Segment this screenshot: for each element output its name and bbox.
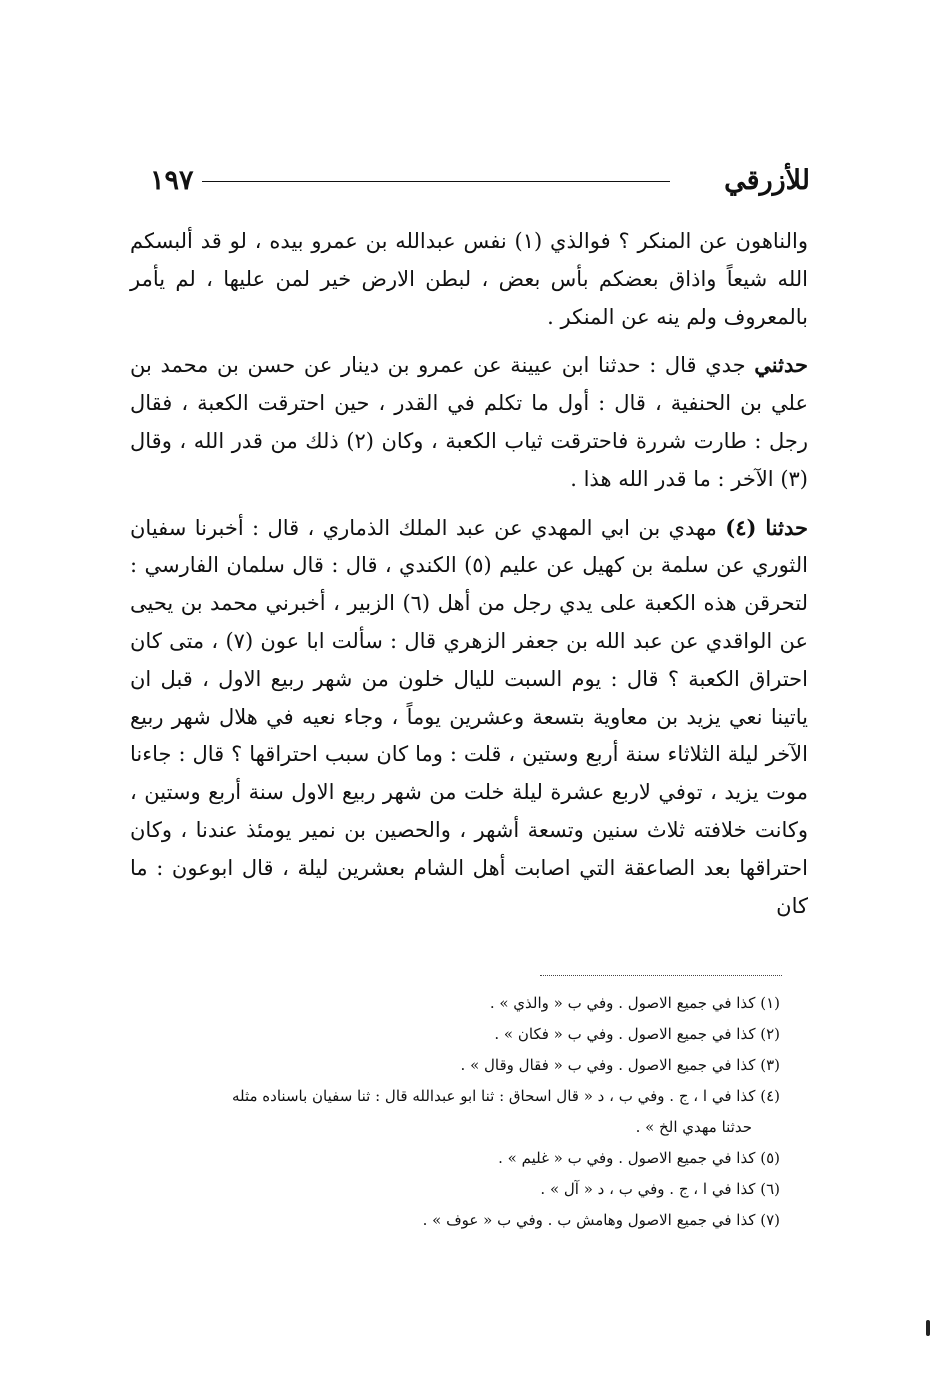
footnote-1: (١) كذا في جميع الاصول . وفي ب « والذي » . — [489, 994, 780, 1012]
footnotes — [132, 988, 780, 1236]
page-number: ١٩٧ — [150, 165, 194, 196]
margin-mark — [926, 1320, 930, 1336]
footnote-7: (٧) كذا في جميع الاصول وهامش ب . وفي ب « عوف » . — [422, 1211, 780, 1229]
footnote-4-continuation: حدثنا مهدي الخ » . — [635, 1118, 752, 1136]
footnote-5: (٥) كذا في جميع الاصول . وفي ب « غليم » . — [498, 1149, 780, 1167]
footnote-4: (٤) كذا في ا ، ج . وفي ب ، د « قال اسحاق : ثنا ابو عبدالله قال : ثنا سفيان باسناده مثله — [231, 1087, 780, 1105]
paragraph-text: مهدي بن ابي المهدي عن عبد الملك الذماري ، قال : أخبرنا سفيان الثوري عن سلمة بن كهيل عن عليم (٥) الكندي ، قال : قال سلمان الفارسي : لتحرقن هذه الكعبة على يدي رجل من أهل (٦) الزبير ، أخبرني محمد بن يحيى عن الواقدي عن عبد الله بن جعفر الزهري قال : سألت ابا عون (٧) ، متى كان احتراق الكعبة ؟ قال : يوم السبت لليال خلون من شهر ربيع الاول ، قبل ان ياتينا نعي يزيد بن معاوية بتسعة وعشرين يوماً ، وجاء نعيه في هلال شهر ربيع الآخر ليلة الثلاثاء سنة أربع وستين ، قلت : وما كان سبب احتراقها ؟ قال : جاءنا موت يزيد ، توفي لاربع عشرة ليلة خلت من شهر ربيع الاول سنة أربع وستين ، وكانت خلافته ثلاث سنين وتسعة أشهر ، والحصين بن نمير يومئذ عندنا ، وكان احتراقها بعد الصاعقة التي اصابت أهل الشام بعشرين ليلة ، قال ابوعون : ما كان — [130, 515, 808, 918]
page-header — [150, 156, 810, 206]
main-text — [130, 222, 808, 925]
paragraph-lead: حدثنا (٤) — [725, 514, 808, 540]
paragraph-1 — [130, 222, 808, 336]
footnote-2: (٢) كذا في جميع الاصول . وفي ب « فكان » . — [494, 1025, 780, 1043]
footnote-3: (٣) كذا في جميع الاصول . وفي ب « فقال وقال » . — [460, 1056, 780, 1074]
paragraph-lead: حدثني — [754, 352, 808, 378]
running-head: للأزرقي — [724, 165, 810, 196]
footnote-separator — [540, 975, 782, 976]
paragraph-2 — [130, 346, 808, 498]
paragraph-text: والناهون عن المنكر ؟ فوالذي (١) نفس عبدالله بن عمرو بيده ، لو قد ألبسكم الله شيعاً واذاق بعضكم بأس بعض ، لبطن الارض خير لمن عليها ، لم يأمر بالمعروف ولم ينه عن المنكر . — [130, 229, 808, 329]
paragraph-3 — [130, 509, 808, 926]
footnote-6: (٦) كذا في ا ، ج . وفي ب ، د « آل » . — [540, 1180, 780, 1198]
header-rule — [202, 181, 670, 182]
paragraph-text: جدي قال : حدثنا ابن عيينة عن عمرو بن دينار عن حسن بن محمد بن علي بن الحنفية ، قال : أول ما تكلم في القدر ، حين احترقت الكعبة ، فقال رجل : طارت شررة فاحترقت ثياب الكعبة ، وكان (٢) ذلك من قدر الله ، وقال (٣) الآخر : ما قدر الله هذا . — [130, 353, 808, 491]
